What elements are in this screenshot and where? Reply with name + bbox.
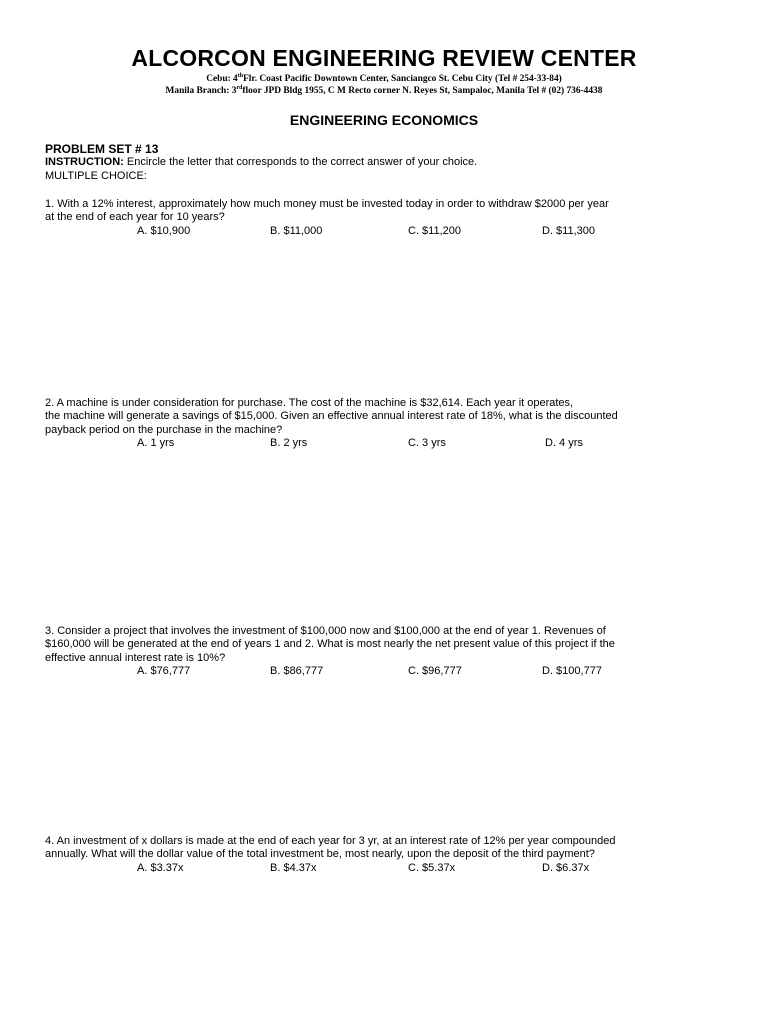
choice-b[interactable]: B. 2 yrs xyxy=(270,437,308,450)
answer-choices xyxy=(45,225,685,239)
choice-b[interactable]: B. $4.37x xyxy=(270,861,317,874)
question-3 xyxy=(45,625,685,679)
choice-a[interactable]: A. $76,777 xyxy=(137,665,191,678)
choice-d[interactable]: D. $11,300 xyxy=(542,224,596,237)
choice-c[interactable]: C. $5.37x xyxy=(408,861,456,874)
choice-a[interactable]: A. $3.37x xyxy=(137,861,184,874)
choice-c[interactable]: C. $11,200 xyxy=(408,224,462,237)
cebu-floor-suffix: th xyxy=(237,72,244,79)
question-text-line: annually. What will the dollar value of the total investment be, most nearly, upon the deposit of the third payment? xyxy=(45,848,595,861)
answer-choices xyxy=(45,862,685,876)
choice-d[interactable]: D. 4 yrs xyxy=(545,437,583,450)
question-text-line: the machine will generate a savings of $15,000. Given an effective annual interest rate of 18%, what is the discounted xyxy=(45,410,618,423)
choice-b[interactable]: B. $86,777 xyxy=(270,665,324,678)
question-text-line: payback period on the purchase in the machine? xyxy=(45,423,283,436)
question-text-line: 1. With a 12% interest, approximately how much money must be invested today in order to withdraw $2000 per year xyxy=(45,198,609,210)
question-text-line: $160,000 will be generated at the end of years 1 and 2. What is most nearly the net present value of this project if the xyxy=(45,638,615,651)
question-text-line: 4. An investment of x dollars is made at the end of each year for 3 yr, at an interest rate of 12% per year compounded xyxy=(45,835,616,847)
answer-choices xyxy=(45,437,685,451)
choice-b[interactable]: B. $11,000 xyxy=(270,224,323,237)
choice-c[interactable]: C. 3 yrs xyxy=(408,437,446,450)
choice-a[interactable]: A. $10,900 xyxy=(137,224,191,237)
question-2 xyxy=(45,397,685,451)
manila-address-rest: floor JPD Bldg 1955, C M Recto corner N. Reyes St, Sampaloc, Manila Tel # (02) 736-4438 xyxy=(242,86,603,96)
cebu-address-rest: Flr. Coast Pacific Downtown Center, Sanciangco St. Cebu City (Tel # 254-33-84) xyxy=(243,74,562,84)
question-text-line: 2. A machine is under consideration for purchase. The cost of the machine is $32,614. Each year it operates, xyxy=(45,397,574,409)
choice-d[interactable]: D. $6.37x xyxy=(542,861,590,874)
subject-title: ENGINEERING ECONOMICS xyxy=(289,112,479,128)
instruction-label: INSTRUCTION: xyxy=(45,156,124,169)
instructions-block xyxy=(45,143,685,183)
manila-floor-suffix: rd xyxy=(236,84,243,91)
mode-label: MULTIPLE CHOICE: xyxy=(45,169,147,182)
question-text-line: 3. Consider a project that involves the investment of $100,000 now and $100,000 at the end of year 1. Revenues of xyxy=(45,625,606,637)
answer-choices xyxy=(45,665,685,679)
question-4 xyxy=(45,835,685,876)
manila-address xyxy=(0,85,768,97)
choice-d[interactable]: D. $100,777 xyxy=(542,665,602,678)
problem-set-title: PROBLEM SET # 13 xyxy=(45,142,159,156)
question-text-line: effective annual interest rate is 10%? xyxy=(45,651,226,664)
question-1 xyxy=(45,198,685,239)
cebu-address-start: Cebu: 4 xyxy=(206,74,238,84)
instruction-line xyxy=(45,156,685,169)
question-text-line: at the end of each year for 10 years? xyxy=(45,211,225,224)
instruction-text: Encircle the letter that corresponds to the correct answer of your choice. xyxy=(123,156,478,169)
cebu-address xyxy=(0,73,768,85)
manila-address-start: Manila Branch: 3 xyxy=(165,86,237,96)
choice-c[interactable]: C. $96,777 xyxy=(408,665,462,678)
center-name: ALCORCON ENGINEERING REVIEW CENTER xyxy=(131,45,637,71)
choice-a[interactable]: A. 1 yrs xyxy=(137,437,175,450)
